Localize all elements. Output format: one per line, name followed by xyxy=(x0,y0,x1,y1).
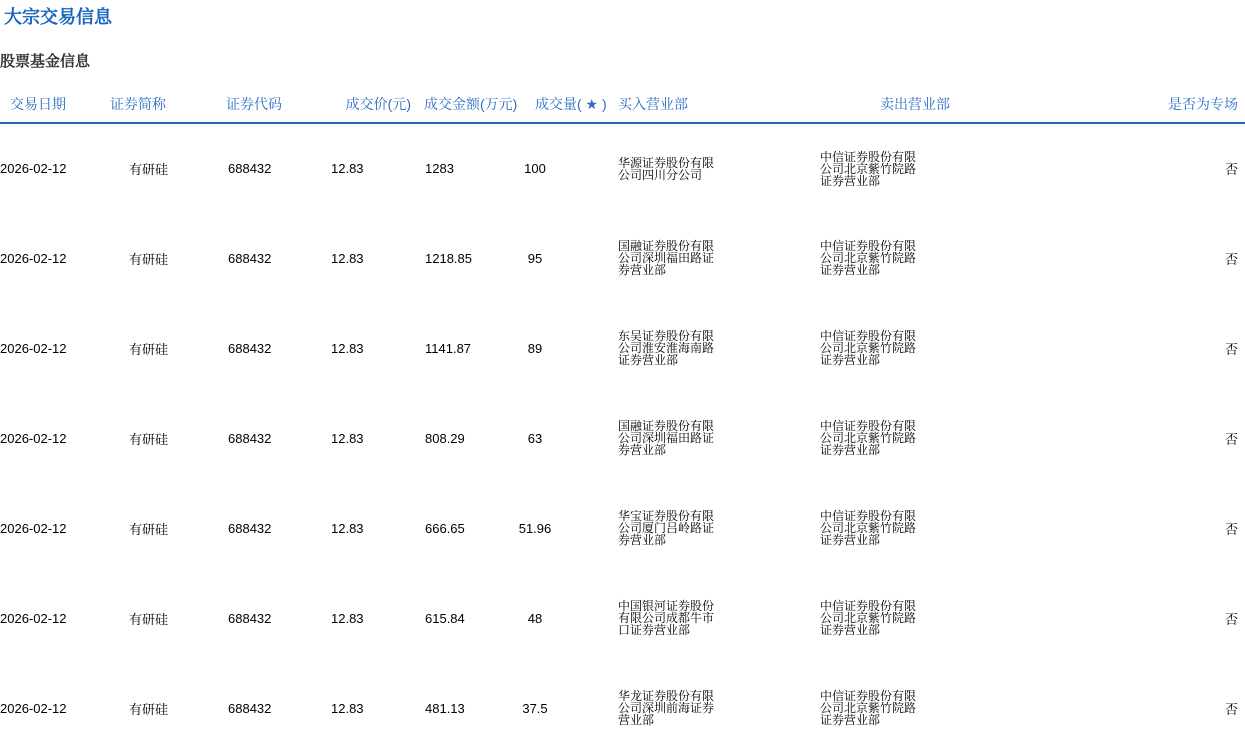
cell-volume: 95 xyxy=(527,250,543,266)
cell-buy-branch xyxy=(575,483,815,573)
cell-sell-branch-text: 中信证券股份有限公司北京紫竹院路证券营业部 xyxy=(820,509,917,547)
cell-trade-date: 2026-02-12 xyxy=(0,430,67,446)
cell-buy-branch-text: 华宝证券股份有限公司厦门吕岭路证券营业部 xyxy=(618,509,715,547)
cell-is-special: 否 xyxy=(1224,431,1238,447)
cell-security-name: 有研硅 xyxy=(129,431,169,447)
cell-security-code: 688432 xyxy=(228,250,272,266)
cell-security-code: 688432 xyxy=(228,161,272,176)
column-header-security-name: 证券简称 xyxy=(105,70,220,123)
cell-is-special: 否 xyxy=(1224,521,1238,537)
table-header-row xyxy=(0,70,1245,123)
column-header-price: 成交价(元) xyxy=(320,70,415,123)
cell-security-code: 688432 xyxy=(228,430,272,446)
cell-sell-branch xyxy=(815,123,1160,213)
cell-volume: 48 xyxy=(527,610,543,626)
column-header-volume: 成交量( ★ ) xyxy=(495,70,575,123)
block-trades-table xyxy=(0,70,1245,753)
cell-sell-branch xyxy=(815,483,1160,573)
cell-price: 12.83 xyxy=(331,430,364,446)
cell-amount: 1218.85 xyxy=(425,250,472,266)
cell-security-name: 有研硅 xyxy=(129,341,169,357)
cell-trade-date: 2026-02-12 xyxy=(0,700,67,716)
cell-trade-date: 2026-02-12 xyxy=(0,340,67,356)
cell-volume: 100 xyxy=(524,161,546,176)
cell-security-code: 688432 xyxy=(228,520,272,536)
cell-sell-branch xyxy=(815,573,1160,663)
cell-sell-branch-text: 中信证券股份有限公司北京紫竹院路证券营业部 xyxy=(820,329,917,367)
cell-sell-branch-text: 中信证券股份有限公司北京紫竹院路证券营业部 xyxy=(820,149,917,188)
cell-amount: 615.84 xyxy=(425,610,465,626)
cell-buy-branch-text: 国融证券股份有限公司深圳福田路证券营业部 xyxy=(618,419,715,457)
cell-price: 12.83 xyxy=(331,610,364,626)
cell-price: 12.83 xyxy=(331,340,364,356)
column-header-security-code: 证券代码 xyxy=(220,70,320,123)
cell-buy-branch xyxy=(575,573,815,663)
section-title: 股票基金信息 xyxy=(0,53,91,70)
cell-trade-date: 2026-02-12 xyxy=(0,250,67,266)
cell-security-code: 688432 xyxy=(228,610,272,626)
cell-price: 12.83 xyxy=(331,161,364,176)
table-row xyxy=(0,213,1245,303)
cell-buy-branch-text: 华龙证券股份有限公司深圳前海证券营业部 xyxy=(618,689,715,727)
cell-security-name: 有研硅 xyxy=(129,521,169,537)
cell-is-special: 否 xyxy=(1224,162,1238,177)
page-title: 大宗交易信息 xyxy=(4,7,112,27)
cell-sell-branch xyxy=(815,303,1160,393)
table-row xyxy=(0,303,1245,393)
cell-amount: 666.65 xyxy=(425,520,465,536)
cell-sell-branch-text: 中信证券股份有限公司北京紫竹院路证券营业部 xyxy=(820,599,917,637)
cell-sell-branch xyxy=(815,393,1160,483)
table-row xyxy=(0,573,1245,663)
cell-volume: 63 xyxy=(527,430,543,446)
cell-buy-branch-text: 华源证券股份有限公司四川分公司 xyxy=(618,155,715,182)
cell-buy-branch xyxy=(575,663,815,753)
cell-sell-branch xyxy=(815,663,1160,753)
table-row xyxy=(0,123,1245,213)
cell-sell-branch-text: 中信证券股份有限公司北京紫竹院路证券营业部 xyxy=(820,419,917,457)
cell-security-name: 有研硅 xyxy=(129,162,169,177)
cell-buy-branch-text: 东吴证券股份有限公司淮安淮海南路证券营业部 xyxy=(618,329,715,367)
cell-volume: 51.96 xyxy=(518,520,552,536)
cell-security-code: 688432 xyxy=(228,340,272,356)
cell-volume: 89 xyxy=(527,340,543,356)
cell-amount: 808.29 xyxy=(425,430,465,446)
cell-security-name: 有研硅 xyxy=(129,701,169,717)
cell-price: 12.83 xyxy=(331,250,364,266)
cell-security-code: 688432 xyxy=(228,700,272,716)
block-trade-page xyxy=(0,6,1245,754)
cell-security-name: 有研硅 xyxy=(129,611,169,627)
column-header-sell-branch: 卖出营业部 xyxy=(815,70,1160,123)
table-row xyxy=(0,663,1245,753)
cell-is-special: 否 xyxy=(1224,701,1238,717)
table-row xyxy=(0,483,1245,573)
cell-amount: 1283 xyxy=(425,161,454,176)
cell-buy-branch xyxy=(575,303,815,393)
cell-is-special: 否 xyxy=(1224,341,1238,357)
cell-buy-branch-text: 中国银河证券股份有限公司成都牛市口证券营业部 xyxy=(618,599,715,637)
cell-trade-date: 2026-02-12 xyxy=(0,161,67,176)
cell-buy-branch xyxy=(575,213,815,303)
cell-amount: 1141.87 xyxy=(425,340,472,356)
column-header-trade-date: 交易日期 xyxy=(0,70,105,123)
cell-sell-branch-text: 中信证券股份有限公司北京紫竹院路证券营业部 xyxy=(820,689,917,727)
cell-security-name: 有研硅 xyxy=(129,251,169,267)
cell-buy-branch-text: 国融证券股份有限公司深圳福田路证券营业部 xyxy=(618,239,715,277)
cell-amount: 481.13 xyxy=(425,700,465,716)
cell-price: 12.83 xyxy=(331,700,364,716)
column-header-amount: 成交金额(万元) xyxy=(415,70,495,123)
table-body xyxy=(0,123,1245,753)
cell-price: 12.83 xyxy=(331,520,364,536)
cell-is-special: 否 xyxy=(1224,611,1238,627)
cell-trade-date: 2026-02-12 xyxy=(0,520,67,536)
column-header-buy-branch: 买入营业部 xyxy=(575,70,815,123)
column-header-is-special: 是否为专场 xyxy=(1160,70,1245,123)
cell-buy-branch xyxy=(575,123,815,213)
cell-sell-branch xyxy=(815,213,1160,303)
cell-buy-branch xyxy=(575,393,815,483)
cell-sell-branch-text: 中信证券股份有限公司北京紫竹院路证券营业部 xyxy=(820,239,917,277)
cell-is-special: 否 xyxy=(1224,251,1238,267)
table-row xyxy=(0,393,1245,483)
cell-volume: 37.5 xyxy=(522,700,548,716)
cell-trade-date: 2026-02-12 xyxy=(0,610,67,626)
